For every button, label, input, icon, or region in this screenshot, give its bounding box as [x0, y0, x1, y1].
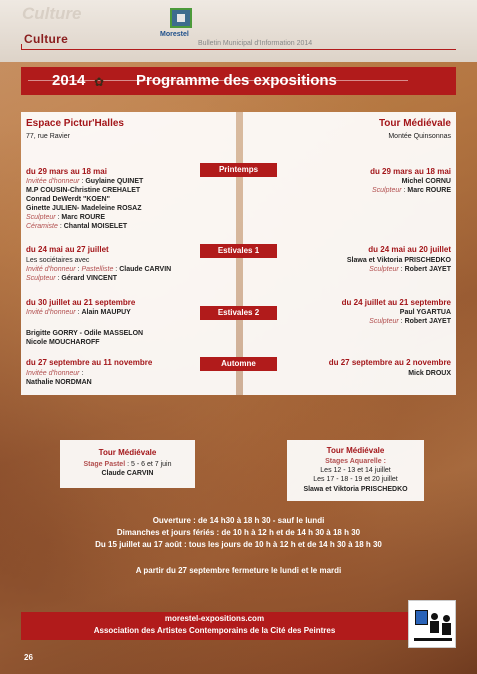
right-estivales1-name: Slawa et Viktoria PRISCHEDKO	[346, 257, 451, 264]
right-venue-title: Tour Médiévale	[378, 118, 451, 129]
left-estivales2-date: du 30 juillet au 21 septembre	[26, 298, 136, 307]
left-printemps-date: du 29 mars au 18 mai	[26, 167, 107, 176]
right-venue-address: Montée Quinsonnas	[388, 133, 451, 140]
stage-aquarelle-line1: Les 12 - 13 et 14 juillet	[320, 467, 391, 474]
header-rule	[21, 49, 456, 50]
hours-line4: A partir du 27 septembre fermeture le lundi et le mardi	[135, 566, 342, 575]
left-estivales2-line1: Brigitte GORRY - Odile MASSELON	[26, 330, 144, 337]
right-estivales1-sculpteur: Sculpteur : Robert JAYET	[369, 266, 451, 273]
left-printemps-line2: Conrad DeWerdt "KOEN"	[26, 196, 110, 203]
left-estivales1-invite: Invité d'honneur : Pastelliste : Claude CARVIN	[26, 266, 172, 273]
left-estivales2-invite: Invité d'honneur : Alain MAUPUY	[26, 309, 131, 316]
right-printemps-sculpteur: Sculpteur : Marc ROURE	[372, 187, 451, 194]
season-label-printemps: Printemps	[200, 163, 277, 177]
stage-pastel-title: Tour Médiévale	[98, 448, 157, 457]
left-automne-date: du 27 septembre au 11 novembre	[26, 358, 153, 367]
season-label-estivales1: Estivales 1	[200, 244, 277, 258]
title-year: 2014	[52, 72, 86, 89]
right-estivales2-date: du 24 juillet au 21 septembre	[341, 298, 451, 307]
stage-aquarelle-title: Tour Médiévale	[326, 446, 385, 455]
stage-pastel-box	[60, 440, 195, 488]
association-logo-icon	[408, 600, 456, 648]
hours-line2: Dimanches et jours fériés : de 10 h à 12 h et de 14 h 30 à 18 h 30	[116, 528, 361, 537]
left-estivales1-date: du 24 mai au 27 juillet	[26, 245, 109, 254]
footer-association: Association des Artistes Contemporains de la Cité des Peintres	[93, 626, 336, 635]
right-printemps-name: Michel CORNU	[401, 178, 451, 185]
page-title: Programme des expositions	[136, 72, 337, 89]
stage-aquarelle-line2: Les 17 - 18 - 19 et 20 juillet	[313, 476, 398, 483]
stage-pastel-dates: Stage Pastel : 5 - 6 et 7 juin	[83, 461, 172, 468]
right-printemps-date: du 29 mars au 18 mai	[370, 167, 451, 176]
left-venue-address: 77, rue Ravier	[26, 133, 70, 140]
left-venue-title: Espace Pictur'Halles	[26, 118, 124, 129]
left-estivales1-sculpteur: Sculpteur : Gérard VINCENT	[26, 275, 118, 282]
town-logo-icon	[170, 8, 192, 28]
stage-aquarelle-label: Stages Aquarelle :	[325, 458, 386, 465]
page-number: 26	[24, 653, 33, 662]
season-label-estivales2: Estivales 2	[200, 306, 277, 320]
left-estivales1-line1: Les sociétaires avec	[26, 257, 90, 264]
left-printemps-line1: M.P COUSIN-Christine CREHALET	[26, 187, 141, 194]
stage-pastel-name: Claude CARVIN	[101, 470, 154, 477]
right-estivales2-sculpteur: Sculpteur : Robert JAYET	[369, 318, 451, 325]
right-automne-date: du 27 septembre au 2 novembre	[328, 358, 451, 367]
stage-aquarelle-box	[287, 440, 424, 501]
left-printemps-invite: Invitée d'honneur : Guylaine QUINET	[26, 178, 144, 185]
left-automne-invite-name: Nathalie NORDMAN	[26, 379, 92, 386]
left-automne-invite-label: Invitée d'honneur :	[26, 370, 84, 377]
section-label: Culture	[24, 32, 69, 46]
stage-aquarelle-name: Slawa et Viktoria PRISCHEDKO	[303, 486, 408, 493]
bulletin-label: Bulletin Municipal d'Information 2014	[198, 40, 313, 47]
season-label-automne: Automne	[200, 357, 277, 371]
logo-text: Morestel	[160, 31, 189, 38]
hours-line1: Ouverture : de 14 h30 à 18 h 30 - sauf le lundi	[152, 516, 325, 525]
footer-website-link[interactable]: morestel-expositions.com	[164, 614, 265, 623]
left-printemps-ceramiste: Céramiste : Chantal MOISELET	[26, 223, 128, 230]
rosette-icon: ✿	[94, 75, 105, 89]
easel-board	[415, 610, 428, 625]
right-estivales2-name: Paul YGARTUA	[399, 309, 451, 316]
right-automne-name: Mick DROUX	[408, 370, 451, 377]
hours-line3: Du 15 juillet au 17 août : tous les jours de 10 h à 12 h et de 14 h 30 à 18 h 30	[95, 540, 382, 549]
left-printemps-sculpteur: Sculpteur : Marc ROURE	[26, 214, 105, 221]
left-printemps-line3: Ginette JULIEN- Madeleine ROSAZ	[26, 205, 142, 212]
left-estivales2-line2: Nicole MOUCHAROFF	[26, 339, 100, 346]
section-ghost-title: Culture	[22, 4, 82, 23]
right-estivales1-date: du 24 mai au 20 juillet	[368, 245, 451, 254]
